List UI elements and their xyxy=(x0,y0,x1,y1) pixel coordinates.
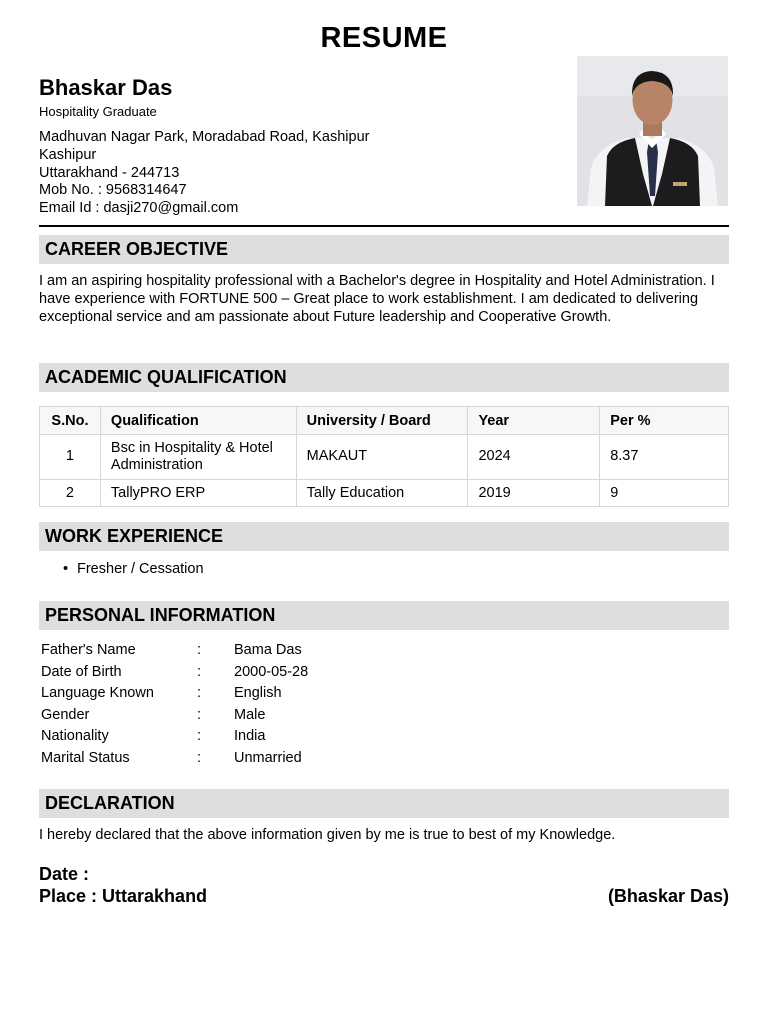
academic-table xyxy=(39,406,729,507)
info-row xyxy=(41,707,308,729)
cell-year: 2019 xyxy=(468,480,600,507)
info-row xyxy=(41,642,308,664)
column-header-university: University / Board xyxy=(296,407,468,435)
declaration-text: I hereby declared that the above information given by me is true to best of my Knowledge. xyxy=(39,827,616,843)
info-label: Gender xyxy=(41,706,90,723)
email-address: Email Id : dasji270@gmail.com xyxy=(39,200,239,217)
profile-photo xyxy=(577,56,728,206)
cell-sno: 1 xyxy=(40,435,101,480)
header-divider xyxy=(39,225,729,227)
cell-university: Tally Education xyxy=(296,480,468,507)
cell-year: 2024 xyxy=(468,435,600,480)
mobile-number: Mob No. : 9568314647 xyxy=(39,182,187,199)
address-line-2: Kashipur xyxy=(39,146,97,163)
contact-block xyxy=(39,129,369,218)
info-value: India xyxy=(234,728,266,745)
table-row xyxy=(40,480,729,507)
info-row xyxy=(41,728,308,750)
table-row xyxy=(40,435,729,480)
candidate-name: Bhaskar Das xyxy=(39,75,173,100)
info-label: Father's Name xyxy=(41,642,136,658)
info-separator: : xyxy=(197,663,202,680)
date-label: Date : xyxy=(39,864,90,884)
table-header-row xyxy=(40,407,729,435)
personal-info-list xyxy=(41,642,308,772)
candidate-role: Hospitality Graduate xyxy=(39,104,157,119)
column-header-sno: S.No. xyxy=(40,407,101,435)
info-label: Language Known xyxy=(41,685,154,702)
column-header-percent: Per % xyxy=(600,407,729,435)
column-header-year: Year xyxy=(468,407,600,435)
academic-qualification-heading: ACADEMIC QUALIFICATION xyxy=(39,363,729,392)
work-experience-heading: WORK EXPERIENCE xyxy=(39,522,729,551)
list-item: Fresher / Cessation xyxy=(77,561,204,577)
signature-name: (Bhaskar Das) xyxy=(607,886,729,906)
info-value: Male xyxy=(234,706,266,723)
info-value: Bama Das xyxy=(234,642,302,658)
bullet-icon: • xyxy=(63,561,69,577)
address-line-3: Uttarakhand - 244713 xyxy=(39,164,180,181)
cell-sno: 2 xyxy=(40,480,101,507)
declaration-heading: DECLARATION xyxy=(39,789,729,818)
career-objective-text: I am an aspiring hospitality professional with a Bachelor's degree in Hospitality and Hotel Administration. I have experience with FORTUNE 500 – Great place to work establishment. I am dedicated to delivering exceptional service and am passionate about Future leadership and Cooperative Growth. xyxy=(39,273,715,325)
personal-information-heading: PERSONAL INFORMATION xyxy=(39,601,729,630)
info-value: 2000-05-28 xyxy=(234,663,309,680)
column-header-qualification: Qualification xyxy=(100,407,296,435)
cell-qualification: Bsc in Hospitality & Hotel Administration xyxy=(100,435,296,480)
info-label: Nationality xyxy=(41,728,109,745)
cell-university: MAKAUT xyxy=(296,435,468,480)
info-separator: : xyxy=(197,749,202,766)
cell-qualification: TallyPRO ERP xyxy=(100,480,296,507)
info-row xyxy=(41,664,308,686)
info-label: Marital Status xyxy=(41,749,130,766)
cell-percent: 8.37 xyxy=(600,435,729,480)
info-separator: : xyxy=(197,685,202,702)
address-line-1: Madhuvan Nagar Park, Moradabad Road, Kashipur xyxy=(39,129,370,145)
info-label: Date of Birth xyxy=(41,663,122,680)
info-separator: : xyxy=(197,728,202,745)
cell-percent: 9 xyxy=(600,480,729,507)
info-value: Unmarried xyxy=(234,749,302,766)
info-separator: : xyxy=(197,706,202,723)
place-label: Place : Uttarakhand xyxy=(39,886,208,906)
page-title: RESUME xyxy=(320,22,448,54)
info-separator: : xyxy=(197,642,202,658)
info-row xyxy=(41,750,308,772)
info-value: English xyxy=(234,685,282,702)
career-objective-heading: CAREER OBJECTIVE xyxy=(39,235,729,264)
info-row xyxy=(41,685,308,707)
work-experience-list xyxy=(63,561,204,577)
